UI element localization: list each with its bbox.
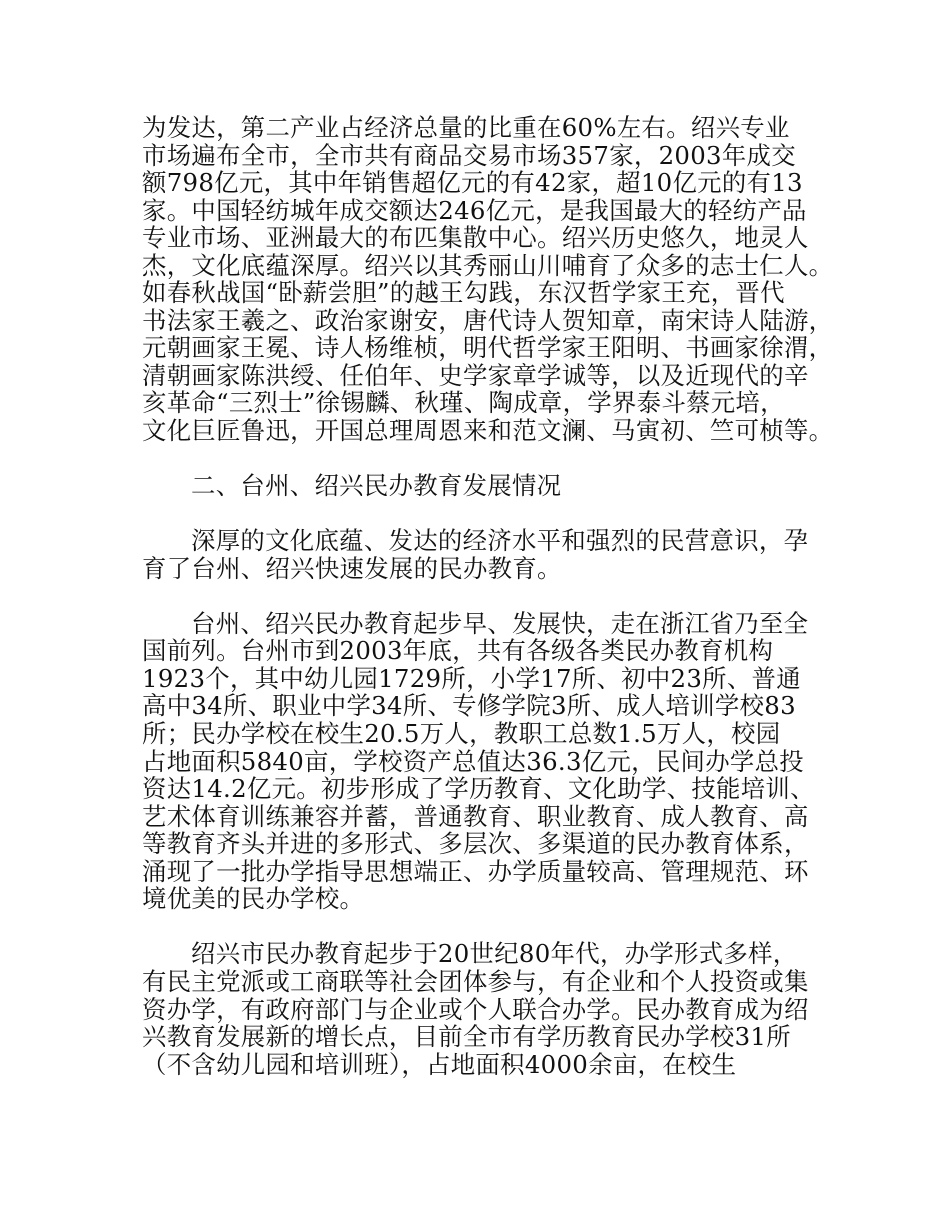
text-line: 清朝画家陈洪绶、任伯年、史学家章学诚等，以及近现代的辛 bbox=[142, 360, 809, 390]
text-line: 等教育齐头并进的多形式、多层次、多渠道的民办教育体系， bbox=[142, 829, 809, 859]
text-line: 艺术体育训练兼容并蓄，普通教育、职业教育、成人教育、高 bbox=[142, 801, 809, 831]
paragraph-spacer bbox=[142, 582, 827, 610]
text-line: 亥革命“三烈士”徐锡麟、秋瑾、陶成章，学界泰斗蔡元培， bbox=[142, 388, 785, 418]
text-line: （不含幼儿园和培训班），占地面积4000余亩，在校生 bbox=[142, 1049, 737, 1079]
text-line: 育了台州、绍兴快速发展的民办教育。 bbox=[142, 553, 562, 583]
text-line: 如春秋战国“卧薪尝胆”的越王勾践，东汉哲学家王充，晋代 bbox=[142, 278, 785, 308]
text-line: 资办学，有政府部门与企业或个人联合办学。民办教育成为绍 bbox=[142, 994, 809, 1024]
text-line: 占地面积5840亩，学校资产总值达36.3亿元，民间办学总投 bbox=[142, 746, 804, 776]
text-line: 二、台州、绍兴民办教育发展情况 bbox=[191, 471, 562, 501]
text-line: 资达14.2亿元。初步形成了学历教育、文化助学、技能培训、 bbox=[142, 774, 815, 804]
text-line: 额798亿元，其中年销售超亿元的有42家，超10亿元的有13 bbox=[142, 168, 803, 198]
text-line: 台州、绍兴民办教育起步早、发展快，走在浙江省乃至全 bbox=[191, 608, 809, 638]
document-page bbox=[142, 113, 834, 1079]
text-line: 兴教育发展新的增长点，目前全市有学历教育民办学校31所 bbox=[142, 1022, 791, 1052]
text-line: 书法家王羲之、政治家谢安，唐代诗人贺知章，南宋诗人陆游， bbox=[142, 305, 834, 335]
text-line: 有民主党派或工商联等社会团体参与，有企业和个人投资或集 bbox=[142, 966, 809, 996]
paragraph-spacer bbox=[142, 913, 827, 941]
section-heading bbox=[142, 472, 827, 500]
text-line: 高中34所、职业中学34所、专修学院3所、成人培训学校83 bbox=[142, 691, 796, 721]
paragraph bbox=[142, 527, 827, 582]
text-line: 涌现了一批办学指导思想端正、办学质量较高、管理规范、环 bbox=[142, 856, 809, 886]
text-line: 文化巨匠鲁迅，开国总理周恩来和范文澜、马寅初、竺可桢等。 bbox=[142, 416, 834, 446]
text-line: 深厚的文化底蕴、发达的经济水平和强烈的民营意识，孕 bbox=[191, 526, 809, 556]
text-line: 市场遍布全市，全市共有商品交易市场357家，2003年成交 bbox=[142, 140, 796, 170]
text-line: 元朝画家王冕、诗人杨维桢，明代哲学家王阳明、书画家徐渭， bbox=[142, 333, 834, 363]
text-line: 1923个，其中幼儿园1729所，小学17所、初中23所、普通 bbox=[142, 663, 801, 693]
paragraph-spacer bbox=[142, 500, 827, 528]
paragraph bbox=[142, 610, 827, 913]
text-line: 家。中国轻纺城年成交额达246亿元，是我国最大的轻纺产品 bbox=[142, 195, 807, 225]
paragraph bbox=[142, 940, 827, 1078]
text-line: 杰，文化底蕴深厚。绍兴以其秀丽山川哺育了众多的志士仁人。 bbox=[142, 250, 834, 280]
text-line: 国前列。台州市到2003年底，共有各级各类民办教育机构 bbox=[142, 636, 774, 666]
text-line: 专业市场、亚洲最大的布匹集散中心。绍兴历史悠久，地灵人 bbox=[142, 223, 809, 253]
text-line: 绍兴市民办教育起步于20世纪80年代，办学形式多样， bbox=[191, 939, 798, 969]
paragraph bbox=[142, 113, 834, 446]
paragraph-spacer bbox=[142, 445, 827, 473]
text-line: 所；民办学校在校生20.5万人，教职工总数1.5万人，校园 bbox=[142, 719, 781, 749]
text-line: 境优美的民办学校。 bbox=[142, 884, 365, 914]
text-line: 为发达，第二产业占经济总量的比重在60%左右。绍兴专业 bbox=[142, 113, 790, 142]
